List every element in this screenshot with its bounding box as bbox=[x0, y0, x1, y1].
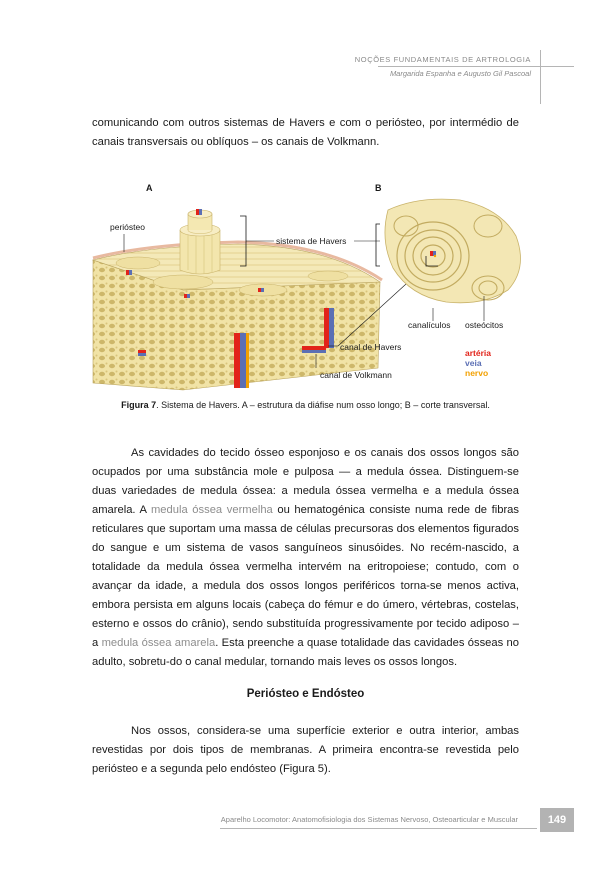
legend-nervo: nervo bbox=[465, 368, 489, 378]
label-sistema-havers: sistema de Havers bbox=[276, 236, 347, 246]
figure-caption-label: Figura 7 bbox=[121, 400, 157, 410]
label-osteocitos: osteócitos bbox=[465, 320, 504, 330]
running-footer: Aparelho Locomotor: Anatomofisiologia dos Sistemas Nervoso, Osteoarticular e Muscular bbox=[220, 815, 518, 824]
section-title: Periósteo e Endósteo bbox=[246, 688, 365, 700]
label-canaliculos: canalículos bbox=[408, 320, 451, 330]
header-rule bbox=[378, 66, 574, 67]
paragraph-medula-part3: . Esta preenche a quase totalidade das cavidades ósseas no adulto, sobretu-do o canal medular, tornando mais leves os ossos longos. bbox=[92, 637, 519, 668]
footer-rule bbox=[220, 828, 537, 829]
label-canal-volkmann: canal de Volkmann bbox=[320, 370, 392, 380]
paragraph-medula bbox=[92, 444, 519, 672]
highlight-medula-vermelha: medula óssea vermelha bbox=[150, 504, 273, 516]
running-header-authors: Margarida Espanha e Augusto Gil Pascoal bbox=[389, 69, 531, 78]
label-periosteo: periósteo bbox=[110, 222, 145, 232]
paragraph-medula-part2: ou hematogénica consiste numa rede de fibras reticulares que suportam uma massa de células precursoras dos elementos figurados do sangue e um sistema de vasos sanguíneos sinusóides. No recém-nascido, a totalidade da medula óssea vermelha intervém na eritropoiese; contudo, com o avançar da idade, a medula dos ossos longos periféricos torna-se menos activa, embora persista em alguns locais (cabeça do fémur e do úmero, vértebras, costelas, esterno e ossos do crânio), sendo substituída progressivamente por tecido adiposo – a bbox=[92, 504, 519, 649]
paragraph-membranas: Nos ossos, considera-se uma superfície exterior e outra interior, ambas revestidas por dois tipos de membranas. A primeira encontra-se revestida pelo periósteo e a segunda pelo endósteo (Figura 5). bbox=[92, 725, 519, 775]
figure-label-b: B bbox=[375, 183, 382, 193]
label-canal-havers: canal de Havers bbox=[340, 342, 402, 352]
figure-caption-text: . Sistema de Havers. A – estrutura da diáfise num osso longo; B – corte transversal. bbox=[156, 400, 490, 410]
paragraph-medula-part1: As cavidades do tecido ósseo esponjoso e os canais dos ossos longos são ocupados por uma substância mole e pulposa — a medula óssea. Distinguem-se duas variedades de medula óssea: a medula óssea vermelha e a medula óssea amarela. A bbox=[92, 447, 519, 516]
running-header-title: NOÇÕES FUNDAMENTAIS DE ARTROLOGIA bbox=[354, 55, 531, 64]
page-number: 149 bbox=[540, 808, 574, 832]
highlight-medula-amarela: medula óssea amarela bbox=[101, 637, 216, 649]
intro-paragraph: comunicando com outros sistemas de Havers e com o periósteo, por intermédio de canais transversais ou oblíquos – os canais de Volkmann. bbox=[92, 117, 519, 148]
figure-caption bbox=[92, 400, 519, 410]
figure-label-a: A bbox=[146, 183, 153, 193]
figure-havers-system bbox=[88, 178, 528, 393]
havers-illustration bbox=[88, 178, 528, 393]
transverse-section bbox=[385, 199, 521, 303]
legend-veia: veia bbox=[465, 358, 482, 368]
header-vertical-rule bbox=[540, 50, 541, 104]
legend-arteria: artéria bbox=[465, 348, 491, 358]
